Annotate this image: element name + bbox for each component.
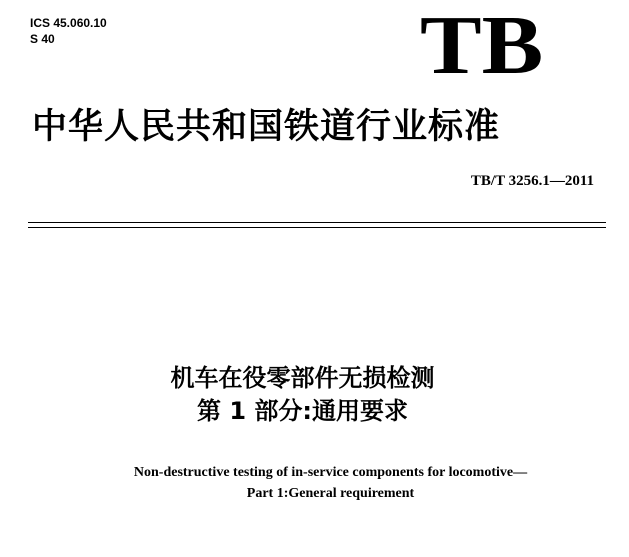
document-title-cn-line-2: 第 1 部分:通用要求 <box>196 397 408 425</box>
divider-line-top <box>28 222 606 223</box>
standard-issuer-title: 中华人民共和国铁道行业标准 <box>32 106 501 147</box>
document-title-english <box>16 462 629 504</box>
tb-logo: TB <box>420 0 544 92</box>
classification-codes <box>30 15 107 47</box>
ccs-code: S 40 <box>30 32 55 46</box>
ics-code: ICS 45.060.10 <box>30 16 107 30</box>
document-title-cn-line-1: 机车在役零部件无损检测 <box>170 364 435 392</box>
document-title-en-line-1: Non-destructive testing of in-service components for locomotive— <box>133 465 528 480</box>
standard-code: TB/T 3256.1—2011 <box>470 173 594 189</box>
document-title-en-line-2: Part 1:General requirement <box>246 486 415 501</box>
document-title-chinese <box>0 362 617 428</box>
divider-line-bottom <box>28 227 606 228</box>
